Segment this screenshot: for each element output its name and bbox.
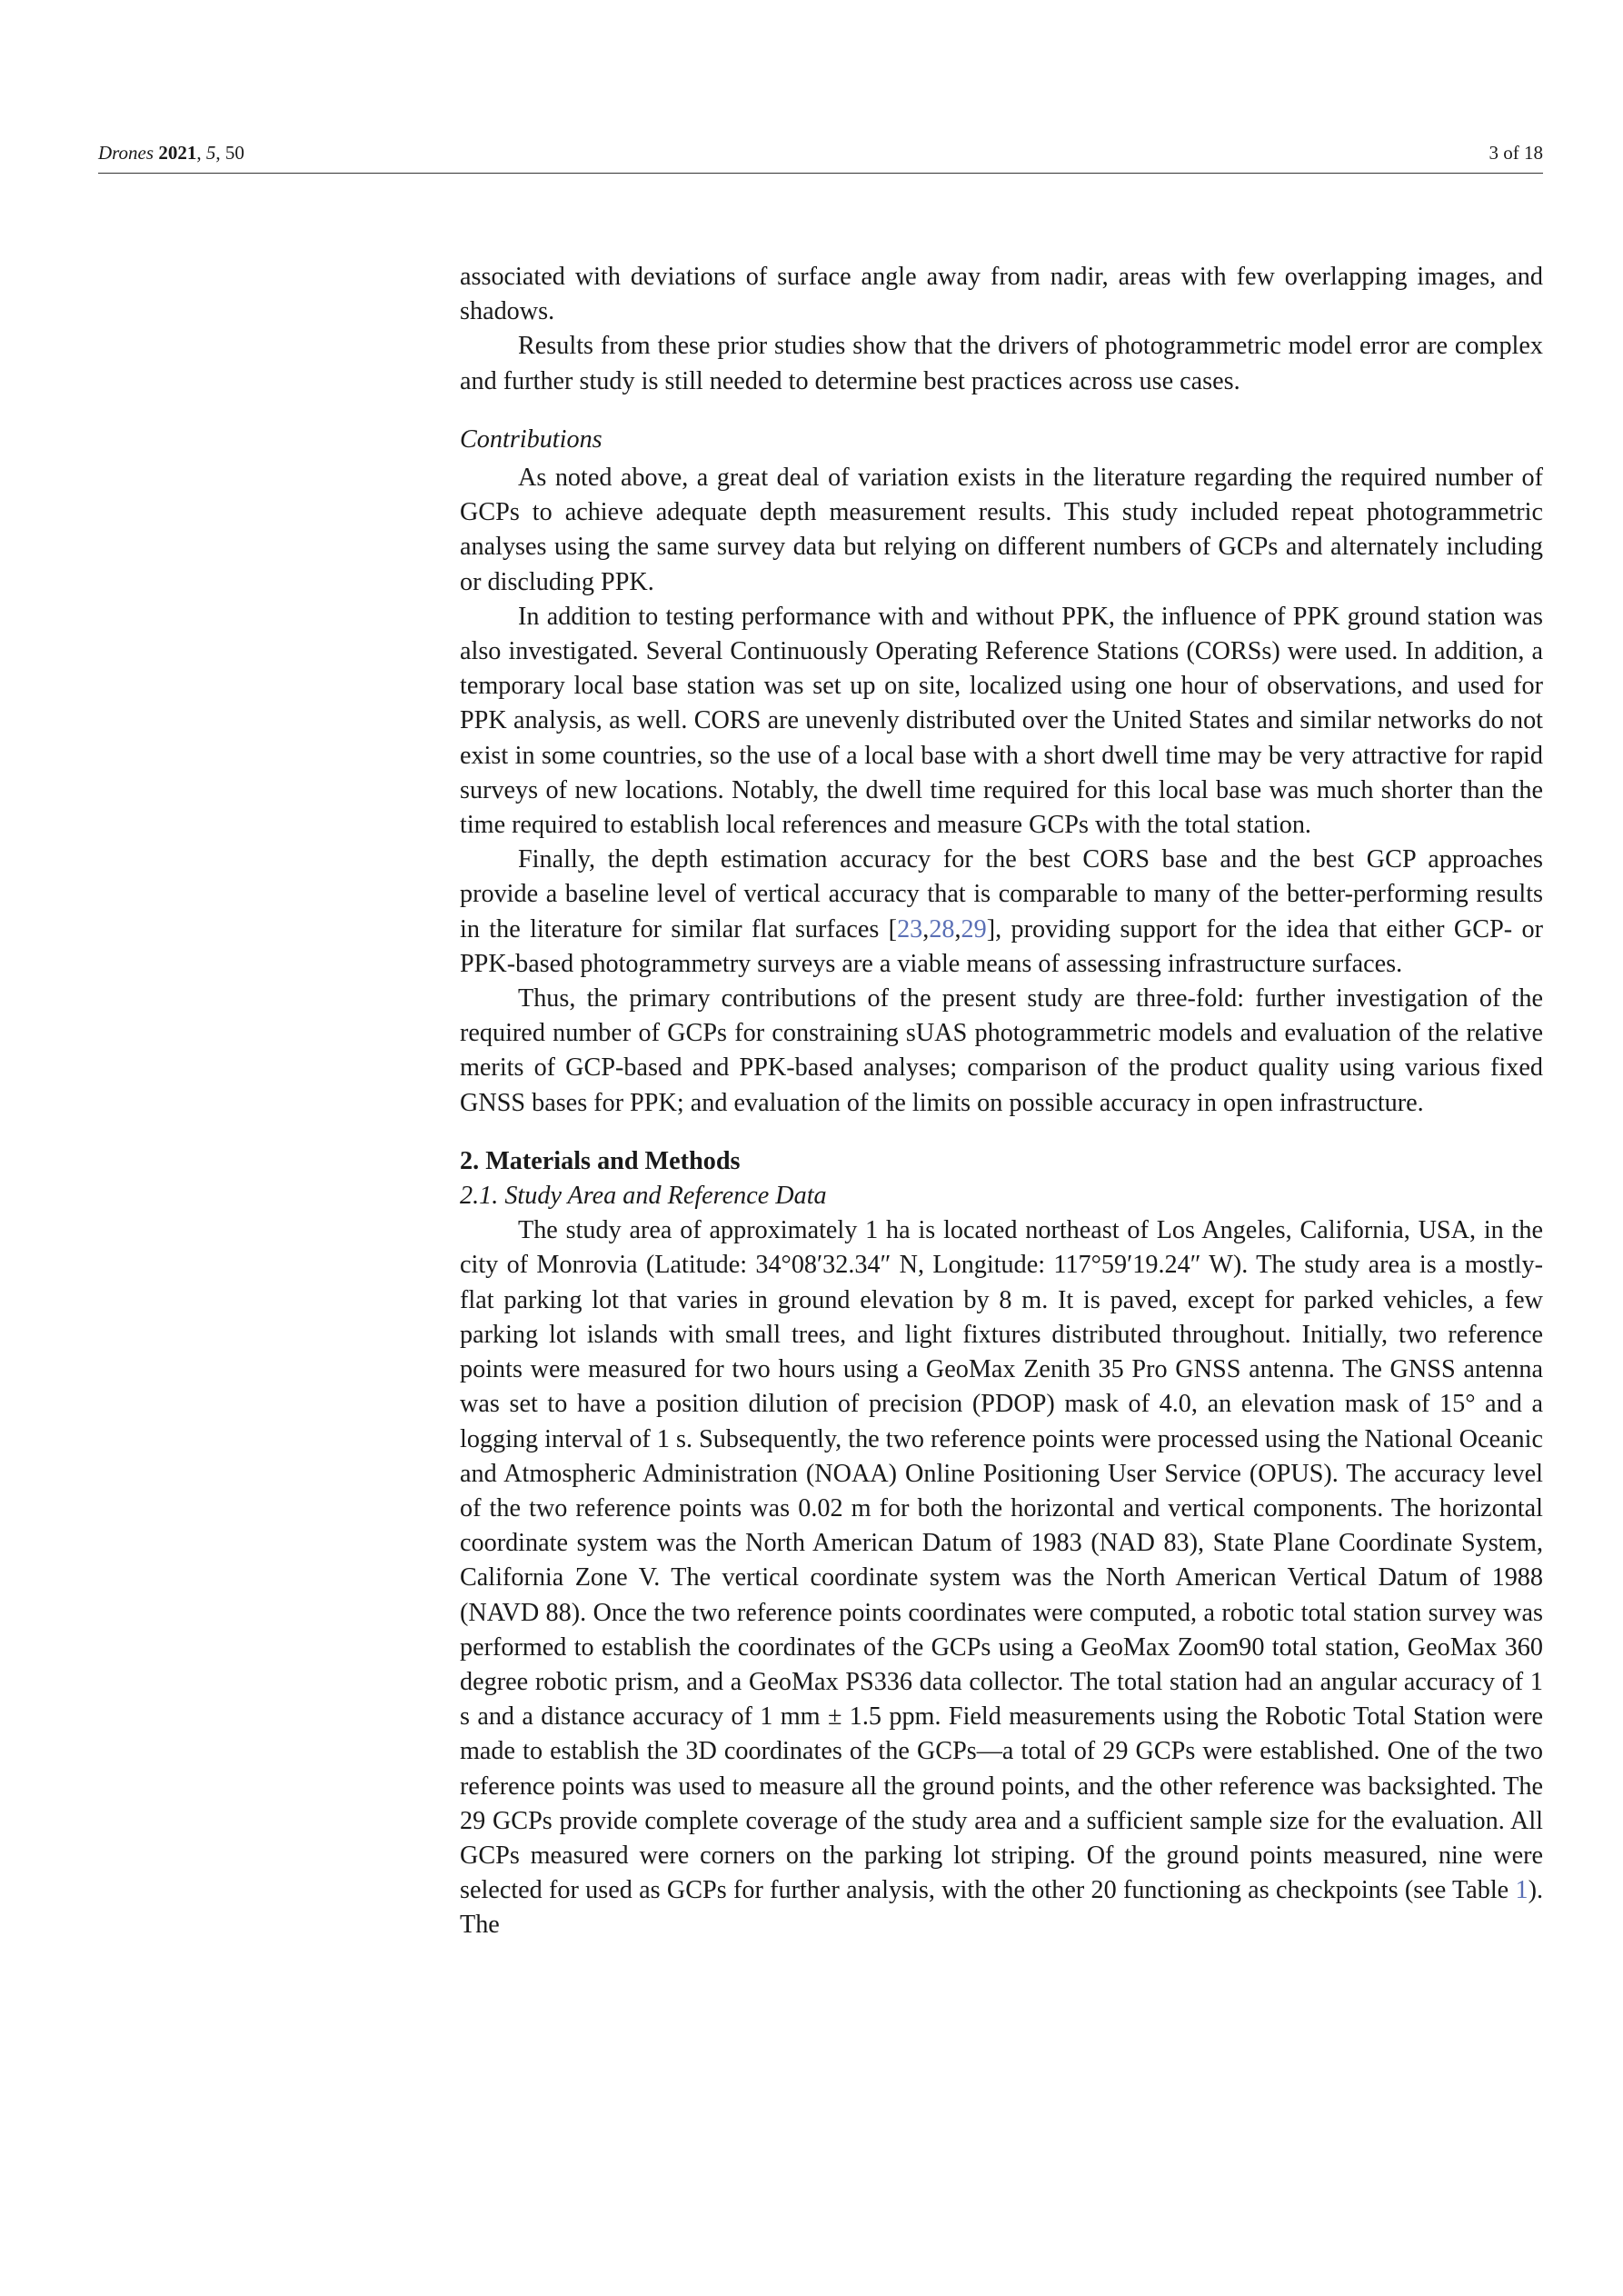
table-link-1[interactable]: 1 (1515, 1876, 1528, 1905)
paragraph-study-area (460, 1213, 1543, 1942)
paragraph-thus: Thus, the primary contributions of the present study are three-fold: further investigation of the required number of GCPs for constraining sUAS photogrammetric models and evaluation of the relative merits of GCP-based and PPK-based analyses; comparison of the product quality using various fixed GNSS bases for PPK; and evaluation of the limits on possible accuracy in open infrastructure. (460, 984, 1543, 1117)
journal-year: 2021 (158, 142, 197, 164)
subsection-heading: 2.1. Study Area and Reference Data (460, 1182, 827, 1211)
citation-link-23[interactable]: 23 (897, 914, 923, 943)
journal-name: Drones (98, 142, 154, 164)
contributions-heading: Contributions (460, 424, 602, 454)
paragraph-finally-text-b: ], providing support for the idea that either GCP- or PPK-based photogrammetry surveys are a viable means of assessing infrastructure surfaces. (460, 914, 1543, 978)
paragraph-finally-text-a: Finally, the depth estimation accuracy for the best CORS base and the best GCP approaches provide a baseline level of vertical accuracy that is comparable to many of the better-performing results in the literature for similar flat surfaces [ (460, 845, 1543, 943)
paragraph-noted: As noted above, a great deal of variation exists in the literature regarding the required number of GCPs to achieve adequate depth measurement results. This study included repeat photogrammetric analyses using the same survey data but relying on different numbers of GCPs and alternately including or discluding PPK. (460, 464, 1543, 596)
citation-link-28[interactable]: 28 (929, 914, 955, 943)
paragraph-continuation: associated with deviations of surface angle away from nadir, areas with few overlapping images, and shadows. (460, 263, 1543, 326)
article-body (460, 260, 1543, 1943)
page-number: 3 of 18 (1489, 142, 1543, 164)
journal-volume: 5 (205, 142, 216, 164)
paragraph-results: Results from these prior studies show that the drivers of photogrammetric model error are complex and further study is still needed to determine best practices across use cases. (460, 332, 1543, 395)
paragraph-study-text-a: The study area of approximately 1 ha is located northeast of Los Angeles, California, USA, in the city of Monrovia (Latitude: 34°08′32.34″ N, Longitude: 117°59′19.24″ W). The study area is a mostly-flat parking lot that varies in ground elevation by 8 m. It is paved, except for parked vehicles, a few parking lot islands with small trees, and light fixtures distributed throughout. Initially, two reference points were measured for two hours using a GeoMax Zenith 35 Pro GNSS antenna. The GNSS antenna was set to have a position dilution of precision (PDOP) mask of 4.0, an elevation mask of 15° and a logging interval of 1 s. Subsequently, the two reference points were processed using the National Oceanic and Atmospheric Administration (NOAA) Online Positioning User Service (OPUS). The accuracy level of the two reference points was 0.02 m for both the horizontal and vertical components. The horizontal coordinate system was the North American Datum of 1983 (NAD 83), State Plane Coordinate System, California Zone V. The vertical coordinate system was the North American Vertical Datum of 1988 (NAVD 88). Once the two reference points coordinates were computed, a robotic total station survey was performed to establish the coordinates of the GCPs using a GeoMax Zoom90 total station, GeoMax 360 degree robotic prism, and a GeoMax PS336 data collector. The total station had an angular accuracy of 1 s and a distance accuracy of 1 mm ± 1.5 ppm. Field measurements using the Robotic Total Station were made to establish the 3D coordinates of the GCPs—a total of 29 GCPs were established. One of the two reference points was used to measure all the ground points, and the other reference was backsighted. The 29 GCPs provide complete coverage of the study area and a sufficient sample size for the evaluation. All GCPs measured were corners on the parking lot striping. Of the ground points measured, nine were selected for used as GCPs for further analysis, with the other 20 functioning as checkpoints (see Table (460, 1216, 1543, 1905)
citation-link-29[interactable]: 29 (961, 914, 987, 943)
section-heading: 2. Materials and Methods (460, 1146, 741, 1175)
paragraph-addition: In addition to testing performance with and without PPK, the influence of PPK ground station was also investigated. Several Continuously Operating Reference Stations (CORSs) were used. In addition, a temporary local base station was set up on site, localized using one hour of observations, and used for PPK analysis, as well. CORS are unevenly distributed over the United States and similar networks do not exist in some countries, so the use of a local base with a short dwell time may be very attractive for rapid surveys of new locations. Notably, the dwell time required for this local base was much shorter than the time required to establish local references and measure GCPs with the total station. (460, 602, 1543, 840)
page-header (98, 142, 1543, 174)
paragraph-finally: Finally, the depth estimation accuracy for the best CORS base and the best GCP approaches provide a baseline level of vertical accuracy that is comparable to many of the better-performing results in the literature for similar flat surfaces [23,28,29], providing support for the idea that either GCP- or PPK-based photogrammetry surveys are a viable means of assessing infrastructure surfaces. (460, 845, 1543, 978)
paragraph-study-text-b: ). The (460, 1876, 1543, 1940)
journal-citation: Drones 2021, 5, 50 (98, 142, 244, 164)
article-number: 50 (224, 142, 244, 164)
